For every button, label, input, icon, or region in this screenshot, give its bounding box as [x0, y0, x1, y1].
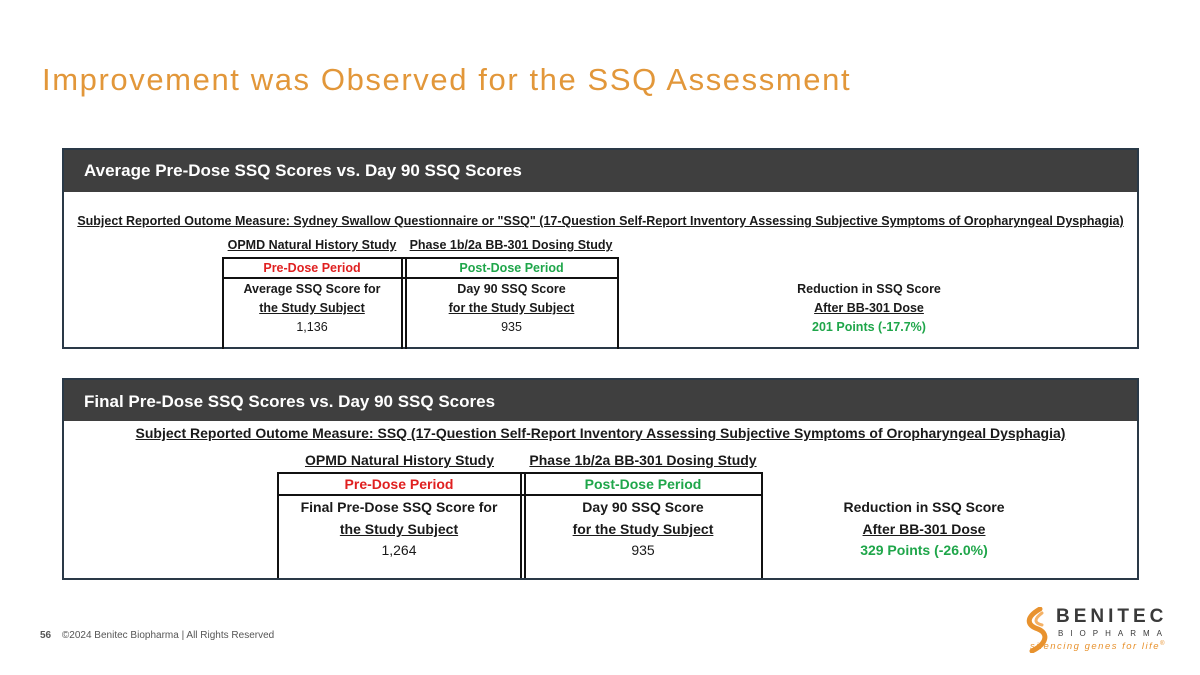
col2-value: 935	[631, 542, 655, 558]
outcome-measure-title: Subject Reported Outome Measure: Sydney Swallow Questionnaire or "SSQ" (17-Question Self-Report Inventory Assessing Subjective Symptoms of Oropharyngeal Dysphagia)	[77, 214, 1124, 228]
registered-mark: ®	[1160, 641, 1166, 647]
average-scores-panel	[62, 148, 1139, 349]
col1-study-label: OPMD Natural History Study	[304, 452, 495, 468]
col2-header-line2: for the Study Subject	[572, 521, 714, 537]
col3-reduction-value: 201 Points (-17.7%)	[812, 320, 926, 334]
logo-tagline-wrap	[1030, 641, 1166, 652]
logo-name: BENITEC	[1056, 606, 1168, 627]
outcome-measure-title: Subject Reported Outome Measure: SSQ (17-Question Self-Report Inventory Assessing Subjective Symptoms of Oropharyngeal Dysphagia)	[135, 425, 1066, 441]
col2-header-line1: Day 90 SSQ Score	[582, 499, 704, 515]
col3-header-line1: Reduction in SSQ Score	[797, 282, 941, 296]
copyright-text: ©2024 Benitec Biopharma | All Rights Reserved	[61, 630, 275, 641]
panel-header: Average Pre-Dose SSQ Scores vs. Day 90 SSQ Scores	[64, 150, 1137, 192]
pre-dose-period-label: Pre-Dose Period	[263, 261, 361, 275]
final-scores-panel	[62, 378, 1139, 580]
footer	[40, 630, 274, 641]
table-right-border	[761, 472, 763, 578]
col1-header-line2: the Study Subject	[339, 521, 459, 537]
col3-header-line2: After BB-301 Dose	[814, 301, 924, 315]
pre-dose-period-label: Pre-Dose Period	[344, 476, 454, 492]
col1-header-line2: the Study Subject	[259, 301, 365, 315]
table-right-border	[617, 257, 619, 349]
logo-subtitle: BIOPHARMA	[1058, 629, 1170, 638]
col3-reduction-value: 329 Points (-26.0%)	[860, 542, 988, 558]
col1-header-line1: Final Pre-Dose SSQ Score for	[300, 499, 498, 515]
col1-study-label: OPMD Natural History Study	[227, 238, 397, 252]
logo-tagline: silencing genes for life	[1030, 641, 1160, 653]
table-period-divider	[222, 277, 618, 279]
col2-study-label: Phase 1b/2a BB-301 Dosing Study	[409, 238, 613, 252]
col2-study-label: Phase 1b/2a BB-301 Dosing Study	[529, 452, 757, 468]
col1-value: 1,136	[296, 320, 328, 334]
post-dose-period-label: Post-Dose Period	[584, 476, 702, 492]
col3-header-line1: Reduction in SSQ Score	[843, 499, 1005, 515]
table-top-border	[222, 257, 618, 259]
slide-title: Improvement was Observed for the SSQ Assessment	[42, 62, 852, 97]
col2-header-line2: for the Study Subject	[448, 301, 575, 315]
col2-value: 935	[501, 320, 522, 334]
col1-value: 1,264	[381, 542, 417, 558]
page-number: 56	[40, 630, 52, 641]
benitec-logo	[1022, 605, 1172, 655]
col2-header-line1: Day 90 SSQ Score	[457, 282, 566, 296]
post-dose-period-label: Post-Dose Period	[459, 261, 564, 275]
col3-header-line2: After BB-301 Dose	[862, 521, 986, 537]
panel-header: Final Pre-Dose SSQ Scores vs. Day 90 SSQ Scores	[64, 380, 1137, 421]
col1-header-line1: Average SSQ Score for	[243, 282, 381, 296]
